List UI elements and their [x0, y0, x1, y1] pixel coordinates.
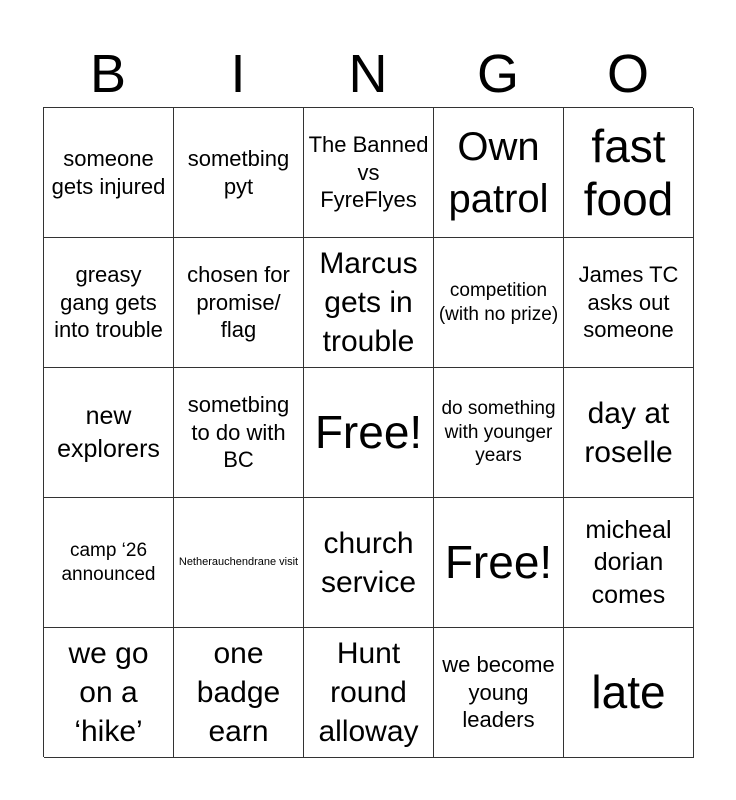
bingo-cell-free[interactable]: Free!: [304, 368, 434, 498]
bingo-cell[interactable]: late: [564, 628, 694, 758]
bingo-cell[interactable]: chosen for promise/ flag: [174, 238, 304, 368]
bingo-cell[interactable]: The Banned vs FyreFlyes: [304, 108, 434, 238]
bingo-cell[interactable]: someone gets injured: [44, 108, 174, 238]
header-letter-i: I: [230, 44, 246, 104]
bingo-cell[interactable]: new explorers: [44, 368, 174, 498]
bingo-cell[interactable]: we become young leaders: [434, 628, 564, 758]
bingo-cell[interactable]: sometbing pyt: [174, 108, 304, 238]
bingo-header: [43, 40, 693, 108]
bingo-cell[interactable]: Own patrol: [434, 108, 564, 238]
bingo-cell[interactable]: greasy gang gets into trouble: [44, 238, 174, 368]
bingo-cell[interactable]: church service: [304, 498, 434, 628]
bingo-cell[interactable]: day at roselle: [564, 368, 694, 498]
bingo-cell[interactable]: fast food: [564, 108, 694, 238]
bingo-cell[interactable]: we go on a ‘hike’: [44, 628, 174, 758]
header-letter-o: O: [606, 44, 649, 104]
bingo-cell[interactable]: one badge earn: [174, 628, 304, 758]
bingo-cell[interactable]: micheal dorian comes: [564, 498, 694, 628]
bingo-cell[interactable]: Hunt round alloway: [304, 628, 434, 758]
header-letter-b: B: [89, 44, 127, 104]
bingo-board: [43, 107, 693, 757]
bingo-cell[interactable]: do something with younger years: [434, 368, 564, 498]
header-letter-n: N: [348, 44, 388, 104]
bingo-cell[interactable]: Marcus gets in trouble: [304, 238, 434, 368]
bingo-cell[interactable]: camp ‘26 announced: [44, 498, 174, 628]
bingo-cell-free[interactable]: Free!: [434, 498, 564, 628]
bingo-cell[interactable]: competition (with no prize): [434, 238, 564, 368]
bingo-cell[interactable]: James TC asks out someone: [564, 238, 694, 368]
bingo-cell[interactable]: Netherauchendrane visit: [174, 498, 304, 628]
header-letter-g: G: [476, 44, 519, 104]
bingo-cell[interactable]: sometbing to do with BC: [174, 368, 304, 498]
